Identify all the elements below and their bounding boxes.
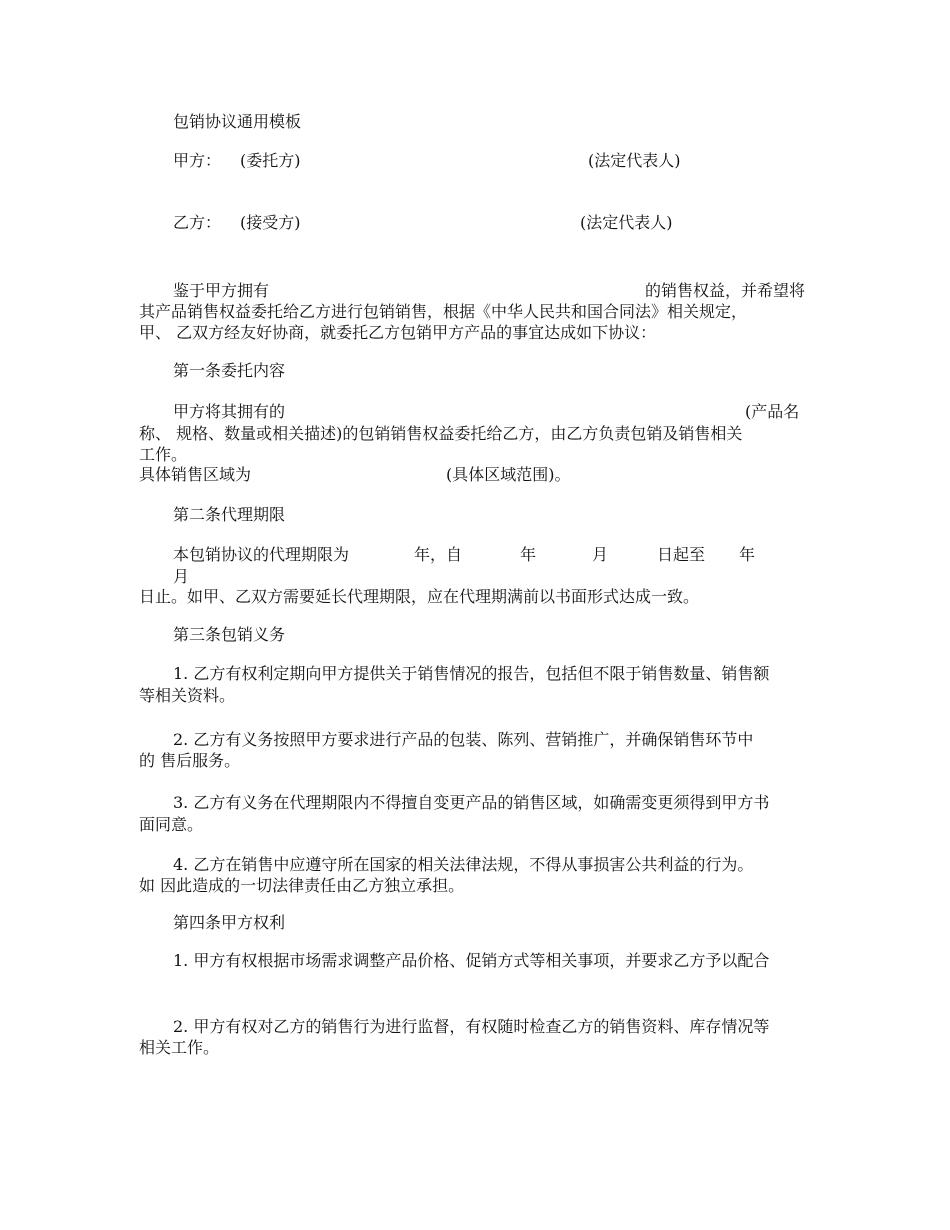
article-2-line: 月 xyxy=(592,545,609,564)
article-2-line: 年，自 xyxy=(414,545,463,564)
article-1-heading: 第一条委托内容 xyxy=(173,361,286,380)
party-b-label: 乙方： xyxy=(173,213,222,232)
preamble-line: 鉴于甲方拥有 xyxy=(173,281,270,300)
article-2-line: 年 xyxy=(739,545,756,564)
article-3-item: 面同意。 xyxy=(139,815,204,834)
article-1-line: (具体区域范围)。 xyxy=(446,465,571,484)
article-1-line: 工作。 xyxy=(139,445,188,464)
document-title: 包销协议通用模板 xyxy=(173,112,302,131)
article-3-item: 等相关资料。 xyxy=(139,686,236,705)
article-1-line: (产品名 xyxy=(745,402,800,421)
article-3-item: 4. 乙方在销售中应遵守所在国家的相关法律法规，不得从事损害公共利益的行为。 xyxy=(173,855,754,874)
article-3-item: 如 因此造成的一切法律责任由乙方独立承担。 xyxy=(139,876,465,895)
party-b-role: (接受方) xyxy=(240,213,301,232)
article-2-heading: 第二条代理期限 xyxy=(173,505,286,524)
article-2-line: 月 xyxy=(173,567,190,586)
article-4-heading: 第四条甲方权利 xyxy=(173,913,286,932)
article-3-item: 的 售后服务。 xyxy=(139,751,241,770)
article-3-heading: 第三条包销义务 xyxy=(173,625,286,644)
article-1-line: 甲方将其拥有的 xyxy=(173,402,286,421)
article-2-line: 年 xyxy=(520,545,537,564)
article-2-line: 日止。如甲、乙双方需要延长代理期限，应在代理期满前以书面形式达成一致。 xyxy=(139,587,700,606)
article-1-line: 具体销售区域为 xyxy=(139,465,252,484)
preamble-line: 的销售权益，并希望将 xyxy=(645,281,806,300)
article-4-item: 相关工作。 xyxy=(139,1038,220,1057)
article-3-item: 2. 乙方有义务按照甲方要求进行产品的包装、陈列、营销推广，并确保销售环节中 xyxy=(173,730,754,749)
party-b-representative: (法定代表人) xyxy=(580,213,673,232)
party-a-label: 甲方： xyxy=(173,151,222,170)
article-3-item: 1. 乙方有权利定期向甲方提供关于销售情况的报告，包括但不限于销售数量、销售额 xyxy=(173,664,770,683)
article-3-item: 3. 乙方有义务在代理期限内不得擅自变更产品的销售区域，如确需变更须得到甲方书 xyxy=(173,793,770,812)
party-a-role: (委托方) xyxy=(240,151,301,170)
article-1-line: 称、 规格、数量或相关描述)的包销销售权益委托给乙方，由乙方负责包销及销售相关 xyxy=(139,424,743,443)
article-4-item: 2. 甲方有权对乙方的销售行为进行监督，有权随时检查乙方的销售资料、库存情况等 xyxy=(173,1017,770,1036)
preamble-line: 甲、 乙双方经友好协商，就委托乙方包销甲方产品的事宜达成如下协议： xyxy=(139,323,657,342)
article-2-line: 日起至 xyxy=(657,545,706,564)
article-4-item: 1. 甲方有权根据市场需求调整产品价格、促销方式等相关事项，并要求乙方予以配合 xyxy=(173,951,770,970)
party-a-representative: (法定代表人) xyxy=(588,151,681,170)
preamble-line: 其产品销售权益委托给乙方进行包销销售，根据《中华人民共和国合同法》相关规定， xyxy=(139,302,748,321)
article-2-line: 本包销协议的代理期限为 xyxy=(173,545,350,564)
